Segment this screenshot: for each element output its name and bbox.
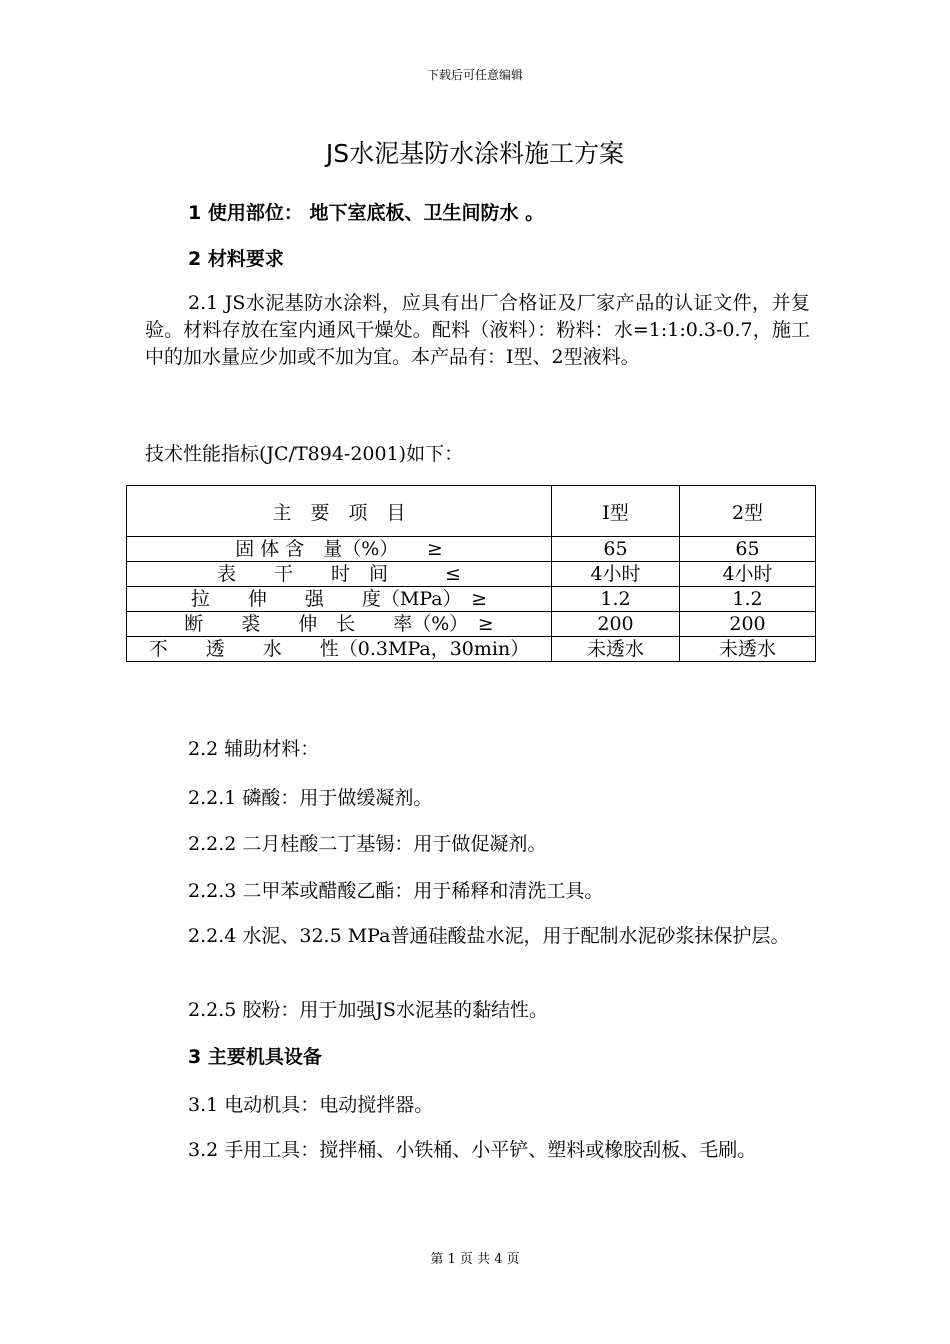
section-2-heading: 2 材料要求	[188, 248, 284, 270]
spec-cell: 1.2	[552, 587, 680, 612]
spec-cell: 200	[552, 612, 680, 637]
section-1-heading: 1 使用部位： 地下室底板、卫生间防水 。	[188, 202, 545, 224]
spec-header-type1: I型	[552, 486, 680, 537]
spec-cell: 拉 伸 强 度（MPa） ≥	[127, 587, 552, 612]
paragraph-2-2-1: 2.2.1 磷酸：用于做缓凝剂。	[188, 787, 433, 809]
paragraph-3-2	[145, 1137, 810, 1164]
paragraph-3-2-text: 3.2 手用工具：搅拌桶、小铁桶、小平铲、塑料或橡胶刮板、毛刷。	[188, 1139, 757, 1161]
spec-header-type2: 2型	[680, 486, 816, 537]
document-title: JS水泥基防水涂料施工方案	[325, 139, 625, 168]
page-footer: 第 1 页 共 4 页	[430, 1252, 520, 1267]
spec-cell: 4小时	[680, 562, 816, 587]
table-row	[127, 637, 816, 662]
spec-cell: 固 体 含 量（%） ≥	[127, 537, 552, 562]
paragraph-2-1-text: 2.1 JS水泥基防水涂料，应具有出厂合格证及厂家产品的认证文件，并复验。材料存放在室内通风干燥处。配料（液料）：粉料：水=1:1:0.3-0.7，施工中的加水量应少加或不加为宜。本产品有：I型、2型液料。	[145, 292, 810, 368]
spec-table	[126, 485, 816, 662]
paragraph-2-2-3: 2.2.3 二甲苯或醋酸乙酯：用于稀释和清洗工具。	[188, 880, 604, 902]
paragraph-2-2-5: 2.2.5 胶粉：用于加强JS水泥基的黏结性。	[188, 999, 549, 1021]
page-header: 下载后可任意编辑	[426, 68, 523, 82]
spec-cell: 1.2	[680, 587, 816, 612]
paragraph-2-2-4	[145, 923, 810, 950]
table-row	[127, 587, 816, 612]
spec-cell: 200	[680, 612, 816, 637]
section-3-heading: 3 主要机具设备	[188, 1046, 322, 1068]
paragraph-3-1: 3.1 电动机具：电动搅拌器。	[188, 1094, 434, 1116]
spec-cell: 未透水	[680, 637, 816, 662]
spec-cell: 65	[680, 537, 816, 562]
paragraph-2-2: 2.2 辅助材料：	[188, 738, 320, 760]
paragraph-2-2-2: 2.2.2 二月桂酸二丁基锡：用于做促凝剂。	[188, 833, 547, 855]
spec-table-header-row	[127, 486, 816, 537]
paragraph-2-1	[145, 290, 810, 371]
table-row	[127, 612, 816, 637]
table-row	[127, 537, 816, 562]
spec-header-item: 主 要 项 目	[127, 486, 552, 537]
tech-spec-label: 技术性能指标(JC/T894-2001)如下：	[145, 443, 464, 465]
spec-cell: 不 透 水 性（0.3MPa，30min）	[127, 637, 552, 662]
spec-cell: 表 干 时 间 ≤	[127, 562, 552, 587]
spec-cell: 未透水	[552, 637, 680, 662]
spec-cell: 4小时	[552, 562, 680, 587]
paragraph-2-2-4-text: 2.2.4 水泥、32.5 MPa普通硅酸盐水泥，用于配制水泥砂浆抹保护层。	[188, 925, 790, 947]
table-row	[127, 562, 816, 587]
spec-cell: 65	[552, 537, 680, 562]
spec-cell: 断 裘 伸 长 率（%） ≥	[127, 612, 552, 637]
